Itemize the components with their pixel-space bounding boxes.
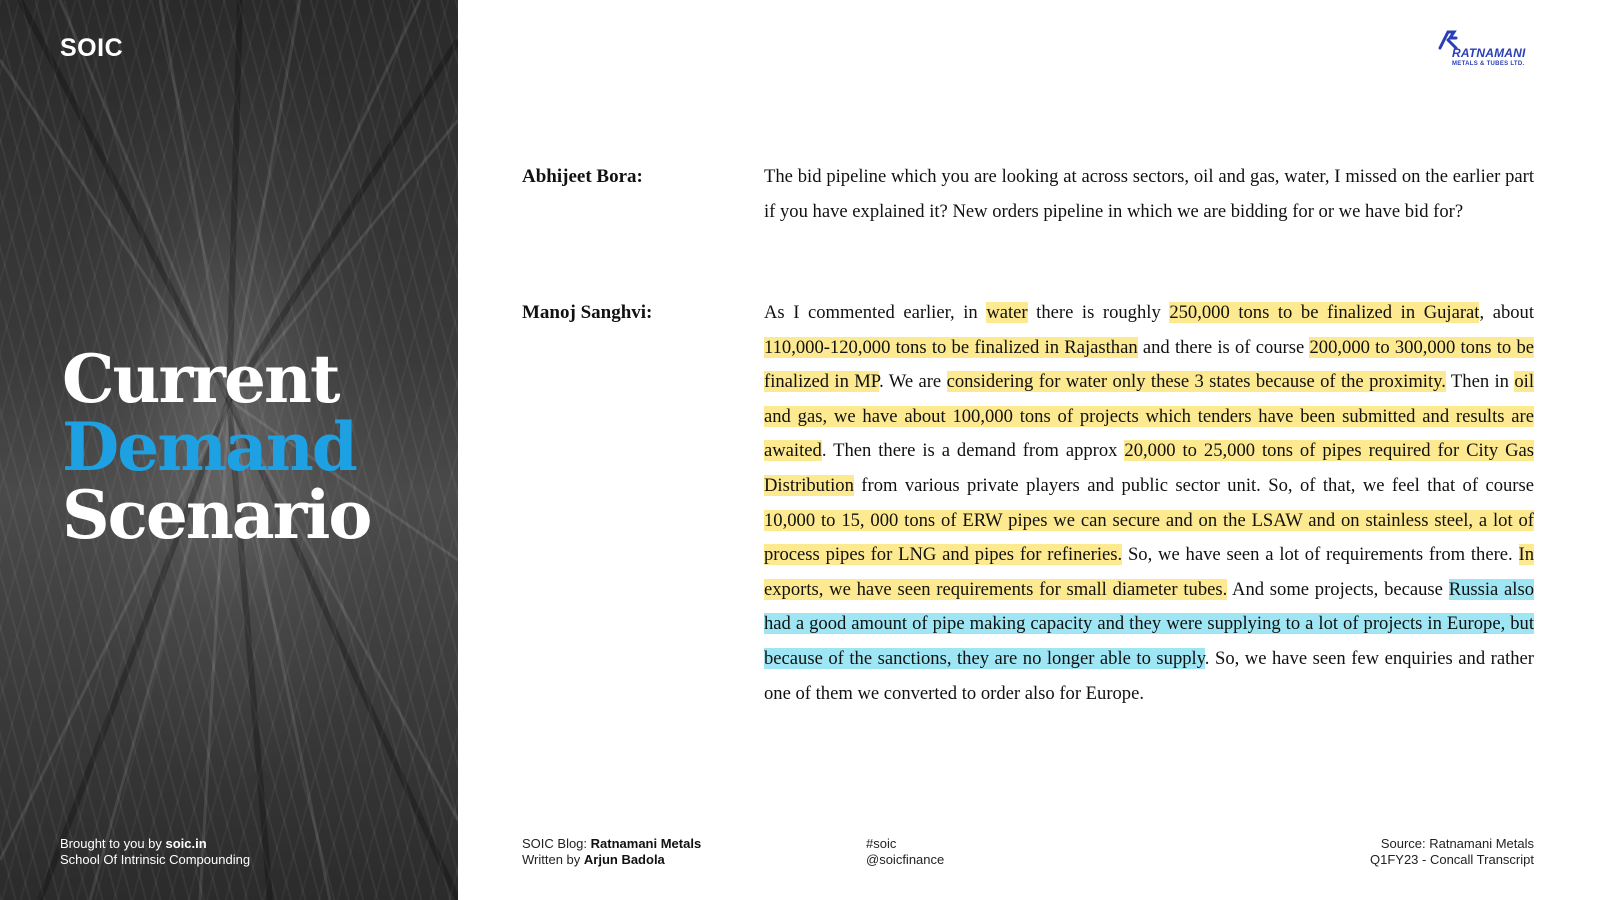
answer-text-segment: and there is of course [1137,336,1310,358]
question-speaker: Abhijeet Bora: [522,166,643,187]
answer-text-segment: . So, we have seen few enquiries and rather one of them we converted to order also for Europe. [764,647,1534,704]
ratnamani-logo [1436,28,1536,72]
author-name: Arjun Badola [583,852,665,867]
author-line [522,852,701,868]
title-line-demand: Demand [62,408,356,486]
slide-title [62,340,371,554]
social-block [866,836,944,868]
blog-prefix: SOIC Blog: [522,836,591,851]
school-name: School Of Intrinsic Compounding [60,852,251,867]
source-block [1370,836,1534,868]
answer-speaker: Manoj Sanghvi: [522,302,653,323]
title-line-scenario: Scenario [62,476,371,554]
source-document: Q1FY23 - Concall Transcript [1369,852,1534,867]
answer-text-segment: . We are [879,371,947,393]
written-prefix: Written by [522,852,584,867]
highlighted-text-yellow: water [986,302,1028,323]
answer-text-segment: As I commented earlier, in [764,302,987,323]
answer-text-segment: . Then there is a demand from approx [821,440,1125,462]
brought-by-prefix: Brought to you by [60,836,166,851]
site-link: soic.in [165,836,207,851]
soic-brand: SOIC [60,34,124,62]
blog-credit [522,836,701,868]
social-handle: @soicfinance [866,852,945,867]
hashtag: #soic [866,836,897,851]
blog-line [522,836,701,852]
highlighted-text-yellow: 110,000-120,000 tons to be finalized in Rajasthan [764,336,1138,358]
highlighted-text-yellow: considering for water only these 3 states because of the proximity. [946,371,1446,393]
highlighted-text-yellow: 10,000 to 15, 000 tons of ERW pipes we can secure and on the LSAW and on stainless steel, a lot of process pipes for LNG and pipes for refineries. [764,509,1534,566]
answer-text-segment: Then in [1445,371,1515,393]
highlighted-text-yellow: oil and gas, we have about 100,000 tons of projects which tenders have been submitted and results are awaited [764,371,1534,462]
answer-text-segment: And some projects, because [1227,578,1449,600]
cover-panel [0,0,458,900]
answer-text-segment: there is roughly [1027,302,1170,323]
answer-text-segment: , about [1479,302,1535,323]
credit-block [60,836,250,868]
source-line: Source: Ratnamani Metals [1380,836,1534,851]
title-line-current: Current [62,340,339,418]
blog-name: Ratnamani Metals [590,836,702,851]
answer-text-segment: So, we have seen a lot of requirements from there. [1122,544,1519,566]
highlighted-text-yellow: 200,000 to 300,000 tons to be finalized in MP [764,336,1534,393]
brought-by-line [60,836,250,852]
logo-subtitle: METALS & TUBES LTD. [1452,61,1525,67]
answer-text-segment: from various private players and public sector unit. So, of that, we feel that of course [853,474,1534,496]
answer-text [764,296,1534,711]
highlighted-text-yellow: 250,000 tons to be finalized in Gujarat [1169,302,1480,323]
highlighted-text-yellow: 20,000 to 25,000 tons of pipes required for City Gas Distribution [764,440,1534,496]
question-text: The bid pipeline which you are looking at across sectors, oil and gas, water, I missed on the earlier part if you have explained it? New orders pipeline in which we are bidding for or we have bid for? [764,166,1534,222]
logo-name: RATNAMANI [1452,46,1526,60]
highlighted-text-yellow: In exports, we have seen requirements for small diameter tubes. [764,544,1534,600]
highlighted-text-blue: Russia also had a good amount of pipe making capacity and they were supplying to a lot of projects in Europe, but because of the sanctions, they are no longer able to supply [764,578,1534,669]
